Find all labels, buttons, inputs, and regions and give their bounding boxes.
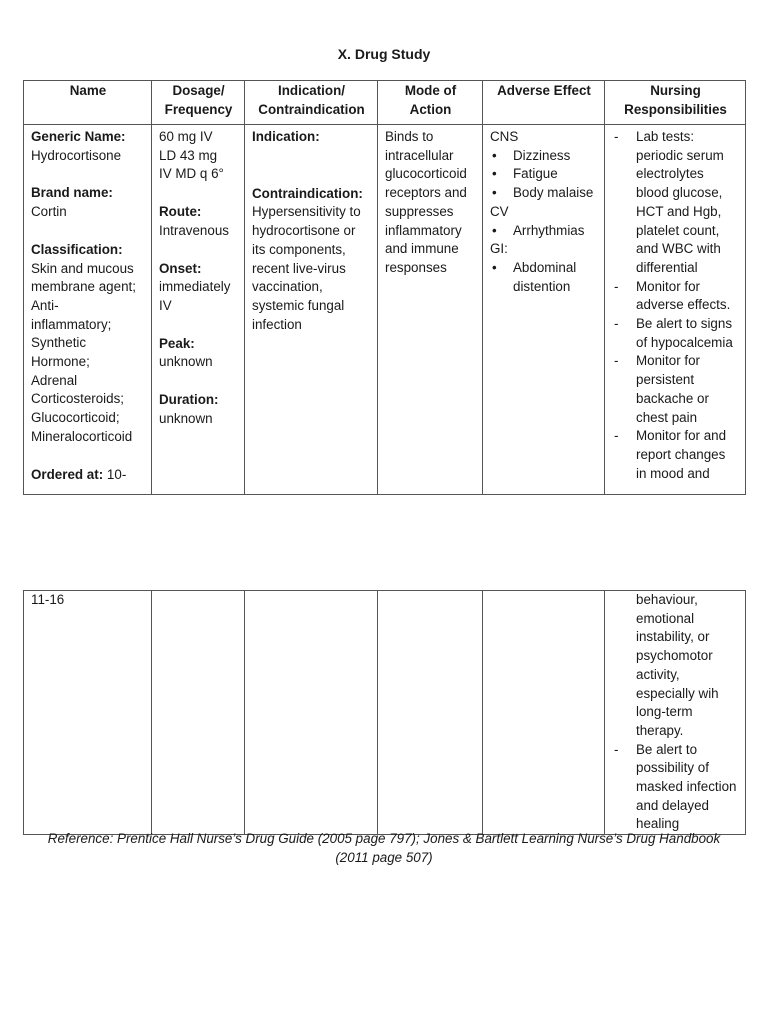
classification-line: Mineralocorticoid (31, 428, 133, 444)
classification-line: Glucocorticoid; (31, 410, 120, 426)
peak-label: Peak: (159, 335, 195, 351)
list-item: • Arrhythmias (490, 222, 598, 241)
mode-line: responses (385, 259, 447, 275)
header-name: Name (24, 81, 152, 125)
cns-label: CNS (490, 129, 519, 144)
classification-line: inflammatory; (31, 316, 112, 332)
name-cell (24, 125, 152, 495)
classification-line: membrane agent; (31, 279, 136, 295)
duration-label: Duration: (159, 392, 219, 408)
classification-line: Hormone; (31, 354, 90, 370)
mode-line: intracellular (385, 147, 454, 163)
list-item: • Body malaise (490, 184, 598, 203)
mode-line: and immune (385, 241, 459, 257)
classification-label: Classification: (31, 241, 123, 257)
header-adverse-effect: Adverse Effect (483, 81, 605, 125)
list-item: • Fatigue (490, 165, 598, 184)
drug-study-table-continued (23, 590, 746, 835)
list-item: - Lab tests: periodic serum electrolytes blood glucose, HCT and Hgb, platelet count, and WBC with differential (614, 129, 724, 275)
page-title: X. Drug Study (337, 46, 431, 62)
reference-note: Reference: Prentice Hall Nurse’s Drug Guide (2005 page 797); Jones & Bartlett Learning Nurse’s Drug Handbook (2011 page 507) (47, 831, 721, 865)
mode-line: Binds to (385, 129, 434, 144)
indication-cell (245, 591, 378, 835)
indication-label: Indication: (252, 129, 320, 144)
table-row (24, 125, 746, 495)
header-mode-of-action: Mode of Action (378, 81, 483, 125)
classification-line: Anti- (31, 297, 59, 313)
brand-name-value: Cortin (31, 204, 67, 220)
cv-label: CV (490, 203, 509, 219)
generic-name-label: Generic Name: (31, 129, 126, 144)
table-header-row (24, 81, 746, 125)
ordered-at-value: 10- (106, 466, 127, 482)
contraindication-line: infection (252, 316, 302, 332)
classification-line: Adrenal (31, 372, 78, 388)
generic-name-value: Hydrocortisone (31, 147, 122, 163)
contraindication-line: recent live-virus (252, 260, 346, 276)
list-item: - Be alert to possibility of masked infection and delayed healing (614, 741, 737, 832)
dose-line: 60 mg IV (159, 129, 213, 144)
contraindication-line: its components, (252, 241, 346, 257)
contraindication-line: Hypersensitivity to (252, 204, 361, 220)
brand-name-label: Brand name: (31, 185, 113, 201)
list-item: • Abdominal distention (490, 259, 598, 296)
header-dosage: Dosage/ Frequency (152, 81, 245, 125)
nursing-cell (605, 591, 746, 835)
classification-line: Skin and mucous (31, 260, 134, 276)
contraindication-line: vaccination, (252, 279, 323, 295)
classification-line: Synthetic (31, 335, 87, 351)
mode-line: glucocorticoid (385, 166, 467, 182)
table-row (24, 591, 746, 835)
route-label: Route: (159, 204, 202, 220)
dosage-cell (152, 591, 245, 835)
contraindication-line: hydrocortisone or (252, 223, 356, 239)
onset-value: IV (159, 297, 172, 313)
list-item: - Monitor for adverse effects. (614, 278, 731, 313)
name-cell (24, 591, 152, 835)
dosage-cell (152, 125, 245, 495)
route-value: Intravenous (159, 222, 229, 238)
list-item: - Monitor for and report changes in mood and (614, 428, 727, 481)
list-item: - Be alert to signs of hypocalcemia (614, 316, 733, 350)
nursing-list (612, 128, 739, 483)
header-nursing: Nursing Responsibilities (605, 81, 746, 125)
mode-line: inflammatory (385, 222, 462, 238)
gi-list (490, 259, 598, 296)
nursing-cell (605, 125, 746, 495)
list-item: - Monitor for persistent backache or chest pain (614, 353, 709, 425)
mode-line: receptors and (385, 185, 467, 201)
adverse-effect-cell (483, 125, 605, 495)
dose-line: LD 43 mg (159, 147, 218, 163)
onset-value: immediately (159, 279, 231, 295)
drug-study-table (23, 80, 746, 495)
mode-of-action-cell (378, 591, 483, 835)
mode-of-action-cell (378, 125, 483, 495)
adverse-effect-cell (483, 591, 605, 835)
mode-line: suppresses (385, 203, 454, 219)
list-item: • Dizziness (490, 147, 598, 166)
ordered-at-value: 11-16 (31, 592, 65, 607)
duration-value: unknown (159, 410, 213, 426)
cns-list (490, 147, 598, 203)
classification-line: Corticosteroids; (31, 391, 125, 407)
header-indication: Indication/ Contraindication (245, 81, 378, 125)
indication-cell (245, 125, 378, 495)
contraindication-line: systemic fungal (252, 297, 345, 313)
list-item: behaviour, emotional instability, or psychomotor activity, especially wih long-term therapy. (636, 592, 719, 738)
nursing-list (612, 591, 739, 834)
contraindication-label: Contraindication: (252, 185, 363, 201)
gi-label: GI: (490, 241, 508, 257)
dose-line: IV MD q 6° (159, 166, 224, 182)
ordered-at-label: Ordered at: (31, 466, 104, 482)
peak-value: unknown (159, 354, 213, 370)
cv-list (490, 222, 598, 241)
onset-label: Onset: (159, 260, 202, 276)
